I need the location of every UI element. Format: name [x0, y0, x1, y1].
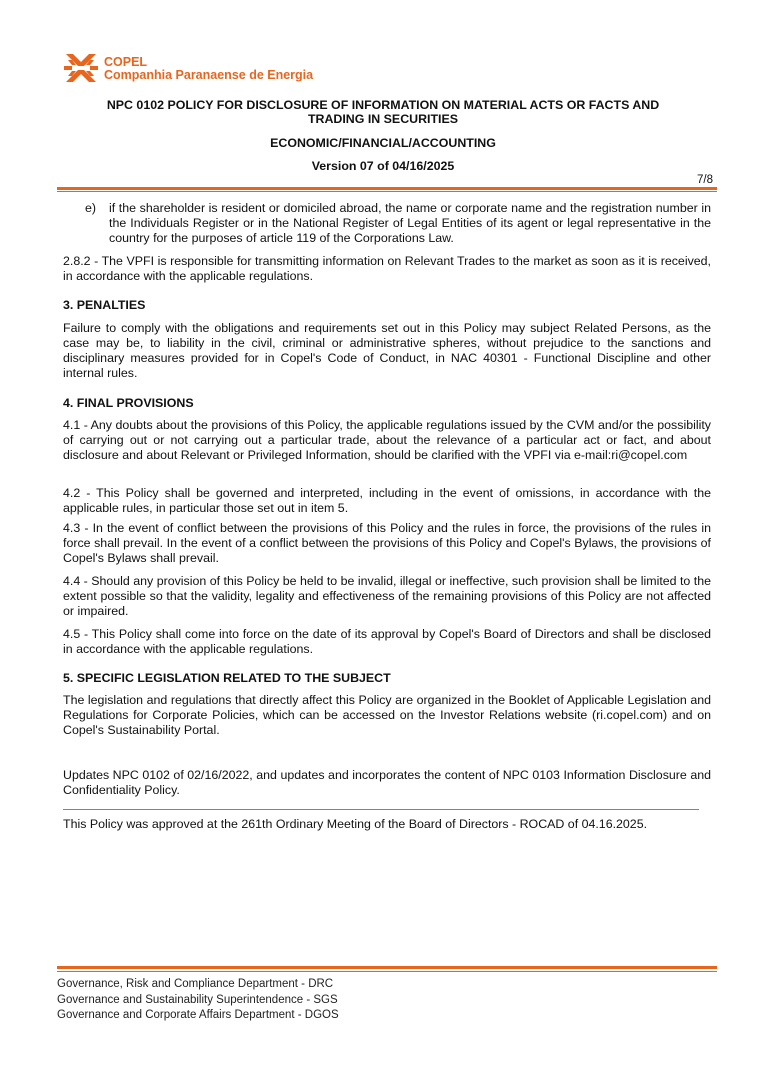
brand-full-name: Companhia Paranaense de Energia [104, 68, 314, 82]
updates-note: Updates NPC 0102 of 02/16/2022, and updates and incorporates the content of NPC 0103 Information Disclosure and Confidentiality Policy. [63, 768, 711, 797]
section-heading-penalties: 3. PENALTIES [63, 298, 146, 312]
paragraph-legislation: The legislation and regulations that directly affect this Policy are organized in the Booklet of Applicable Legislation and Regulations for Corporate Policies, which can be accessed on the Investor Relations website (ri.copel.com) and on Copel's Sustainability Portal. [63, 693, 711, 737]
document-title-line2: TRADING IN SECURITIES [307, 112, 459, 126]
document-version: Version 07 of 04/16/2025 [311, 159, 455, 173]
brand-name: COPEL [104, 55, 148, 69]
paragraph-4-1: 4.1 - Any doubts about the provisions of this Policy, the applicable regulations issued by the CVM and/or the possibility of carrying out or not carrying out a particular trade, about the relevance of a particular act or fact, and about disclosure and about Relevant or Privileged Information, should be clarified with the VPFI via e-mail:ri@copel.com [63, 418, 711, 462]
footer-line-3: Governance and Corporate Affairs Department - DGOS [57, 1009, 339, 1022]
header-divider-thin [57, 191, 717, 192]
approval-divider [63, 809, 699, 810]
document-title [90, 98, 676, 126]
section-heading-specific-legislation: 5. SPECIFIC LEGISLATION RELATED TO THE SUBJECT [63, 671, 391, 685]
paragraph-4-4: 4.4 - Should any provision of this Policy be held to be invalid, illegal or ineffective, such provision shall be limited to the extent possible so that the validity, legality and effectiveness of the remaining provisions of this Policy are not affected or impaired. [63, 574, 711, 618]
footer-divider-thin [57, 971, 717, 972]
header-divider [57, 187, 717, 190]
footer-divider [57, 966, 717, 969]
document-title-line1: NPC 0102 POLICY FOR DISCLOSURE OF INFORMATION ON MATERIAL ACTS OR FACTS AND [106, 98, 660, 112]
paragraph-4-2: 4.2 - This Policy shall be governed and interpreted, including in the event of omissions, in accordance with the applicable rules, in particular those set out in item 5. [63, 486, 711, 515]
section-heading-final-provisions: 4. FINAL PROVISIONS [63, 396, 194, 410]
item-e-marker: e) [85, 201, 97, 215]
page-number: 7/8 [697, 174, 713, 186]
footer-line-1: Governance, Risk and Compliance Department - DRC [57, 978, 334, 990]
paragraph-2-8-2: 2.8.2 - The VPFI is responsible for transmitting information on Relevant Trades to the market as soon as it is received, in accordance with the applicable regulations. [63, 254, 711, 283]
brand [104, 56, 313, 82]
copel-logo-icon [64, 52, 98, 84]
item-e-text: if the shareholder is resident or domiciled abroad, the name or corporate name and the registration number in the Individuals Register or in the National Register of Legal Entities of its agent or legal representative in the country for the purposes of article 119 of the Corporations Law. [109, 201, 711, 245]
paragraph-penalties: Failure to comply with the obligations and requirements set out in this Policy may subject Related Persons, as the case may be, to liability in the civil, criminal or administrative spheres, without prejudice to the sanctions and disciplinary measures provided for in Copel's Code of Conduct, in NAC 40301 - Functional Discipline and other internal rules. [63, 321, 711, 380]
paragraph-4-3: 4.3 - In the event of conflict between the provisions of this Policy and the rules in force, the provisions of the rules in force shall prevail. In the event of a conflict between the provisions of this Policy and Copel's Bylaws, the provisions of Copel's Bylaws shall prevail. [63, 521, 711, 565]
footer-line-2: Governance and Sustainability Superintendence - SGS [57, 993, 338, 1006]
footer [57, 977, 339, 1024]
document-subtitle: ECONOMIC/FINANCIAL/ACCOUNTING [270, 136, 496, 150]
approval-note: This Policy was approved at the 261th Ordinary Meeting of the Board of Directors - ROCAD of 04.16.2025. [63, 817, 648, 831]
paragraph-4-5: 4.5 - This Policy shall come into force on the date of its approval by Copel's Board of Directors and shall be disclosed in accordance with the applicable regulations. [63, 627, 711, 656]
item-e [63, 201, 711, 246]
